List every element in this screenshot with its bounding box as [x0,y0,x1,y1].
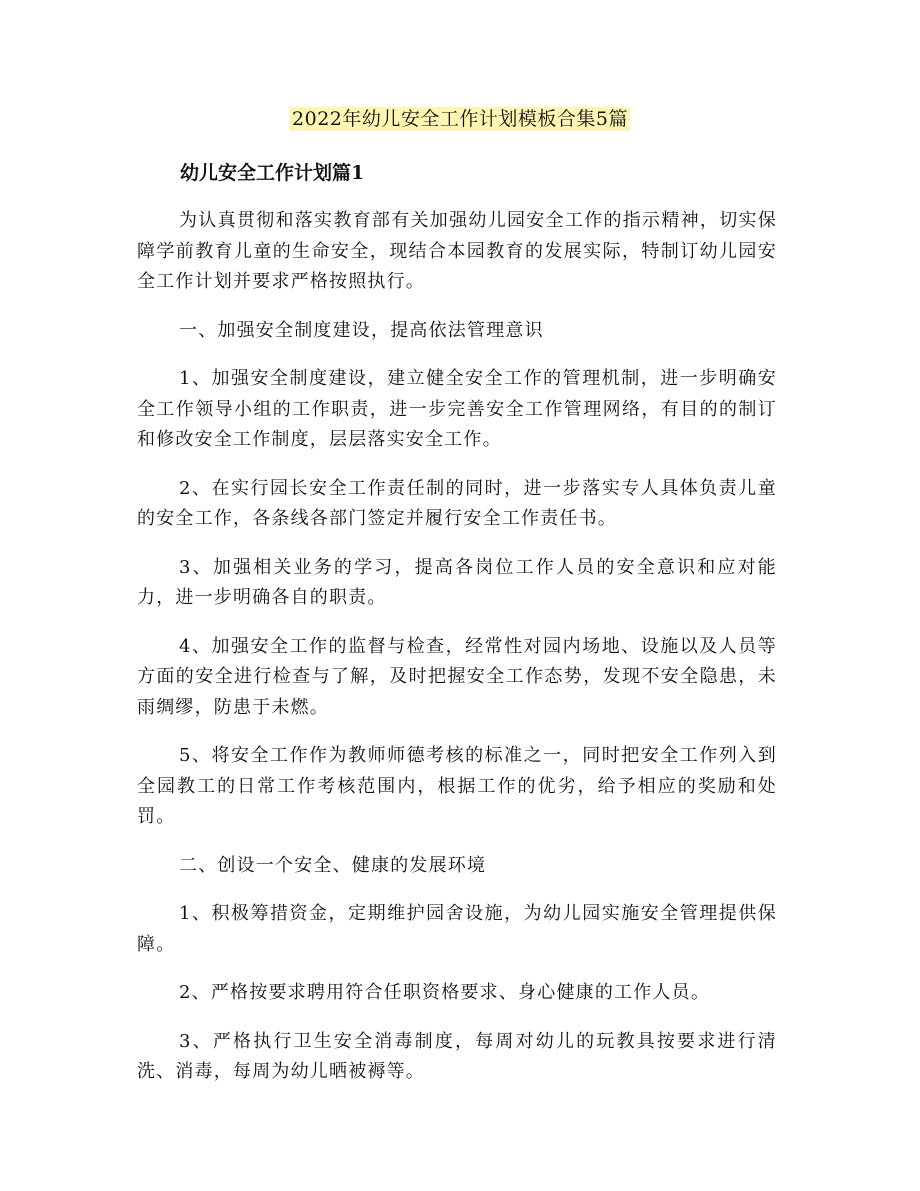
paragraph-item: 4、加强安全工作的监督与检查，经常性对园内场地、设施以及人员等方面的安全进行检查与了解，及时把握安全工作态势，发现不安全隐患，未雨绸缪，防患于未燃。 [137,635,777,718]
paragraph-intro: 为认真贯彻和落实教育部有关加强幼儿园安全工作的指示精神，切实保障学前教育儿童的生命安全，现结合本园教育的发展实际，特制订幼儿园安全工作计划并要求严格按照执行。 [137,210,777,292]
section-heading: 幼儿安全工作计划篇1 [180,162,365,184]
subsection-heading-2: 二、创设一个安全、健康的发展环境 [179,854,487,876]
document-body [137,206,777,1106]
subsection-heading-1: 一、加强安全制度建设，提高依法管理意识 [179,319,544,341]
paragraph-item: 3、严格执行卫生安全消毒制度，每周对幼儿的玩教具按要求进行清洗、消毒，每周为幼儿晒被褥等。 [137,1030,777,1082]
document-title [0,106,920,132]
paragraph-item: 2、在实行园长安全工作责任制的同时，进一步落实专人具体负责儿童的安全工作，各条线各部门签定并履行安全工作责任书。 [137,477,777,529]
paragraph-item: 1、积极筹措资金，定期维护园舍设施，为幼儿园实施安全管理提供保障。 [137,903,777,955]
paragraph-item: 3、加强相关业务的学习，提高各岗位工作人员的安全意识和应对能力，进一步明确各自的职责。 [137,556,777,608]
document-title-text: 2022年幼儿安全工作计划模板合集5篇 [292,108,628,130]
paragraph-item: 5、将安全工作作为教师师德考核的标准之一，同时把安全工作列入到全园教工的日常工作考核范围内，根据工作的优劣，给予相应的奖励和处罚。 [137,745,777,827]
paragraph-item: 1、加强安全制度建设，建立健全安全工作的管理机制，进一步明确安全工作领导小组的工作职责，进一步完善安全工作管理网络，有目的的制订和修改安全工作制度，层层落实安全工作。 [137,368,777,450]
paragraph-item: 2、严格按要求聘用符合任职资格要求、身心健康的工作人员。 [179,982,711,1003]
